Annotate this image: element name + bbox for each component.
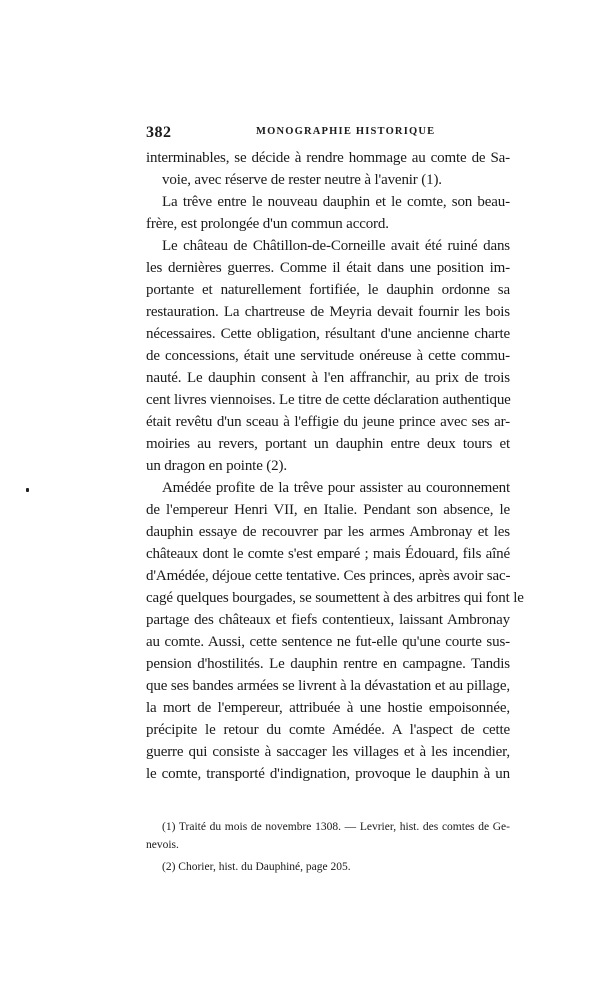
text-line: moiries au revers, portant un dauphin entre deux tours et (146, 436, 510, 452)
text-line: Le château de Châtillon-de-Corneille avait été ruiné dans (162, 238, 510, 254)
text-line: le comte, transporté d'indignation, provoque le dauphin à un (146, 766, 510, 782)
text-line: les dernières guerres. Comme il était dans une position im- (146, 260, 510, 276)
text-line: restauration. La chartreuse de Meyria devait fournir les bois (146, 304, 510, 320)
footnote-1-continuation: nevois. (146, 839, 179, 851)
text-line: nécessaires. Cette obligation, résultant d'une ancienne charte (146, 326, 510, 342)
running-head (146, 124, 510, 144)
text-line: la mort de l'empereur, attribuée à une hostie empoisonnée, (146, 700, 510, 716)
footnote-2: (2) Chorier, hist. du Dauphiné, page 205. (162, 861, 351, 873)
text-line: cagé quelques bourgades, se soumettent à des arbitres qui font le (146, 590, 524, 606)
text-line: châteaux dont le comte s'est emparé ; mais Édouard, fils aîné (146, 546, 510, 562)
text-line: était revêtu d'un sceau à l'effigie du jeune prince avec ses ar- (146, 414, 510, 430)
running-title: MONOGRAPHIE HISTORIQUE (256, 126, 436, 137)
text-line: cent livres viennoises. Le titre de cette déclaration authentique (146, 392, 511, 408)
text-line: dauphin essaye de recouvrer par les armes Ambronay et les (146, 524, 510, 540)
text-line: nauté. Le dauphin consent à l'en affranchir, au prix de trois (146, 370, 510, 386)
page-number: 382 (146, 124, 172, 141)
text-line: interminables, se décide à rendre hommage au comte de Sa- (146, 150, 510, 166)
text-line: un dragon en pointe (2). (146, 458, 287, 474)
text-line: partage des châteaux et fiefs contentieux, laissant Ambronay (146, 612, 510, 628)
text-line: guerre qui consiste à saccager les villages et à les incendier, (146, 744, 510, 760)
text-line: de concessions, était une servitude onéreuse à cette commu- (146, 348, 510, 364)
text-line: pension d'hostilités. Le dauphin rentre en campagne. Tandis (146, 656, 510, 672)
text-line: voie, avec réserve de rester neutre à l'avenir (1). (162, 172, 442, 188)
text-line: que ses bandes armées se livrent à la dévastation et au pillage, (146, 678, 510, 694)
text-line: au comte. Aussi, cette sentence ne fut-elle qu'une courte sus- (146, 634, 510, 650)
margin-ink-mark (26, 488, 29, 492)
text-line: d'Amédée, déjoue cette tentative. Ces princes, après avoir sac- (146, 568, 511, 584)
text-line: La trêve entre le nouveau dauphin et le comte, son beau- (162, 194, 510, 210)
text-line: portante et naturellement fortifiée, le dauphin ordonne sa (146, 282, 510, 298)
text-line: précipite le retour du comte Amédée. A l'aspect de cette (146, 722, 510, 738)
text-line: Amédée profite de la trêve pour assister au couronnement (162, 480, 510, 496)
text-line: frère, est prolongée d'un commun accord. (146, 216, 389, 232)
text-line: de l'empereur Henri VII, en Italie. Pendant son absence, le (146, 502, 510, 518)
footnote-1: (1) Traité du mois de novembre 1308. — Levrier, hist. des comtes de Ge- (162, 821, 510, 833)
